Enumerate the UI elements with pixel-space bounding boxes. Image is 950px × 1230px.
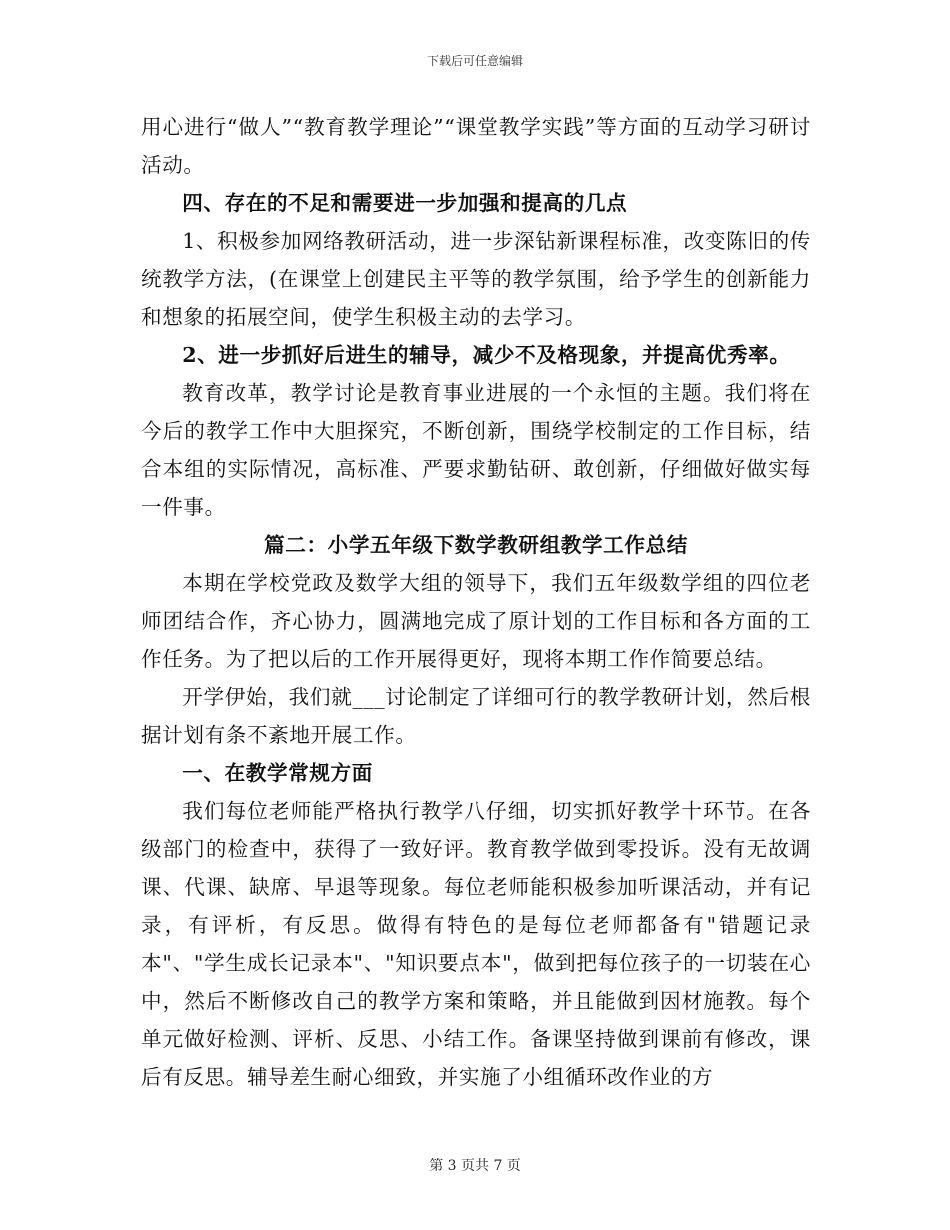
page-number: 第 3 页共 7 页 <box>429 1158 521 1174</box>
section-heading-shortcomings: 四、存在的不足和需要进一步加强和提高的几点 <box>182 191 628 215</box>
paragraph-semester-start: 开学伊始，我们就___讨论制定了详细可行的教学教研计划，然后根据计划有条不紊地开展工作。 <box>141 685 811 747</box>
document-body <box>141 108 811 1096</box>
paragraph-education-reform: 教育改革，教学讨论是教育事业进展的一个永恒的主题。我们将在今后的教学工作中大胆探究，不断创新，围绕学校制定的工作目标，结合本组的实际情况，高标准、严要求勤钻研、敢创新，仔细做好做实每一件事。 <box>141 381 811 519</box>
page-header: 下载后可任意编辑 <box>426 54 523 68</box>
paragraph-item-1: 1、积极参加网络教研活动，进一步深钻新课程标准，改变陈旧的传统教学方法，(在课堂上创建民主平等的教学氛围，给予学生的创新能力和想象的拓展空间，使学生积极主动的去学习。 <box>141 229 811 329</box>
article-title: 篇二：小学五年级下数学教研组教学工作总结 <box>264 533 688 557</box>
paragraph-intro: 本期在学校党政及数学大组的领导下，我们五年级数学组的四位老师团结合作，齐心协力，圆满地完成了原计划的工作目标和各方面的工作任务。为了把以后的工作开展得更好，现将本期工作作简要总结。 <box>141 571 811 671</box>
paragraph-continuation: 用心进行“做人”“教育教学理论”“课堂教学实践”等方面的互动学习研讨活动。 <box>141 115 811 177</box>
paragraph-routine-details: 我们每位老师能严格执行教学八仔细，切实抓好教学十环节。在各级部门的检查中，获得了一致好评。教育教学做到零投诉。没有无故调课、代课、缺席、早退等现象。每位老师能积极参加听课活动，并有记录，有评析，有反思。做得有特色的是每位老师都备有"错题记录本"、"学生成长记录本"、"知识要点本"，做到把每位孩子的一切装在心中，然后不断修改自己的教学方案和策略，并且能做到因材施教。每个单元做好检测、评析、反思、小结工作。备课坚持做到课前有修改，课后有反思。辅导差生耐心细致，并实施了小组循环改作业的方 <box>141 799 811 1089</box>
section-heading-routine: 一、在教学常规方面 <box>182 761 373 785</box>
heading-item-2: 2、进一步抓好后进生的辅导，减少不及格现象，并提高优秀率。 <box>182 343 791 367</box>
